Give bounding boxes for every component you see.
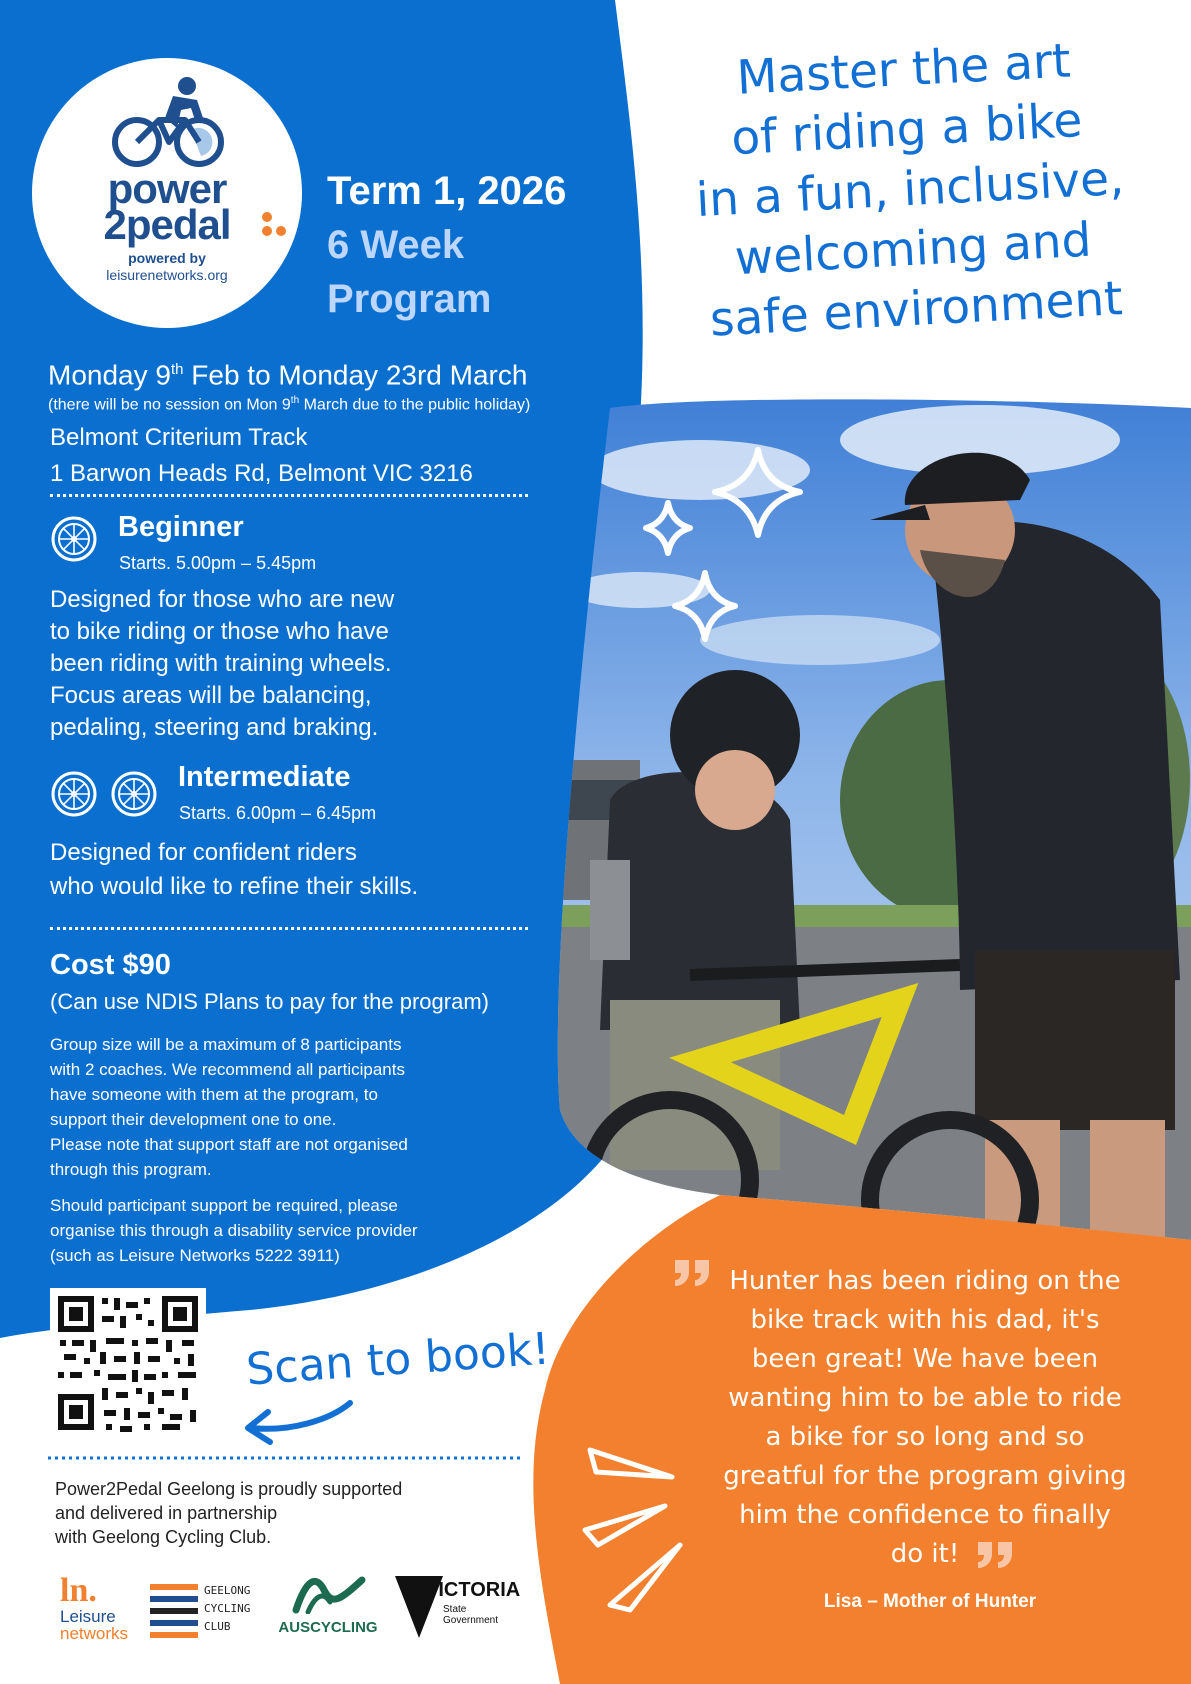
ndis-note: (Can use NDIS Plans to pay for the program) xyxy=(50,989,489,1014)
beginner-desc-line: Focus areas will be balancing, xyxy=(50,682,372,709)
divider-2 xyxy=(50,927,528,930)
term-line-3: Program xyxy=(327,277,492,321)
support-info-line: Should participant support be required, please xyxy=(50,1196,398,1215)
partnership-line: with Geelong Cycling Club. xyxy=(55,1527,272,1547)
headline-line-4: welcoming and xyxy=(733,212,1093,287)
note-sup: th xyxy=(290,395,300,406)
group-info xyxy=(50,1032,408,1182)
beginner-description xyxy=(50,584,394,744)
quote-line: Hunter has been riding on the xyxy=(729,1266,1121,1296)
ln-line-1: Leisure xyxy=(60,1607,116,1626)
quote-line: bike track with his dad, it's xyxy=(750,1305,1100,1335)
photo xyxy=(540,395,1191,1280)
quote-line: wanting him to be able to ride xyxy=(728,1383,1122,1413)
auscycling-mark-icon xyxy=(278,1570,378,1614)
location-line-1: Belmont Criterium Track xyxy=(50,424,308,451)
cyclist-icon xyxy=(107,72,227,172)
intermediate-desc-line: Designed for confident riders xyxy=(50,839,357,866)
wheel-icon xyxy=(110,770,158,818)
beginner-title: Beginner xyxy=(118,511,244,543)
group-info-line: through this program. xyxy=(50,1160,212,1179)
intermediate-description xyxy=(50,836,418,904)
group-info-line: Group size will be a maximum of 8 participants xyxy=(50,1035,402,1054)
power2pedal-logo xyxy=(32,58,302,328)
beginner-desc-line: to bike riding or those who have xyxy=(50,618,389,645)
leisure-networks-logo xyxy=(60,1574,150,1644)
quote-line: him the confidence to finally xyxy=(739,1500,1111,1530)
partnership-text xyxy=(55,1477,515,1549)
gcc-line-1: GEELONG xyxy=(204,1584,251,1597)
program-dates xyxy=(48,352,527,393)
quote-line: been great! We have been xyxy=(751,1344,1099,1374)
victoria-government-logo xyxy=(395,1576,521,1640)
intermediate-title: Intermediate xyxy=(178,761,351,793)
auscycling-text: AUSCYCLING xyxy=(278,1619,378,1636)
logo-word-2pedal: 2pedal xyxy=(103,201,231,248)
group-info-line: Please note that support staff are not organised xyxy=(50,1135,408,1154)
partnership-line: Power2Pedal Geelong is proudly supported xyxy=(55,1479,403,1499)
headline-line-5: safe environment xyxy=(708,271,1124,348)
cost-title: Cost $90 xyxy=(50,949,171,981)
quote-author: Lisa – Mother of Hunter xyxy=(823,1591,1037,1612)
beginner-desc-line: pedaling, steering and braking. xyxy=(50,714,379,741)
quote-line: a bike for so long and so xyxy=(765,1422,1085,1452)
headline xyxy=(643,27,1178,354)
beginner-time: Starts. 5.00pm – 5.45pm xyxy=(119,553,317,573)
logo-website: leisurenetworks.org xyxy=(106,267,228,283)
beginner-desc-line: Designed for those who are new xyxy=(50,586,395,613)
quote-line: do it! xyxy=(890,1539,960,1569)
group-info-line: support their development one to one. xyxy=(50,1110,337,1129)
holiday-note xyxy=(48,391,530,415)
dates-sup: th xyxy=(170,361,184,378)
geelong-cycling-club-logo xyxy=(150,1582,260,1638)
location-line-2: 1 Barwon Heads Rd, Belmont VIC 3216 xyxy=(50,460,473,487)
note-start: (there will be no session on Mon 9 xyxy=(48,396,291,414)
victoria-sub-1: State xyxy=(443,1604,467,1615)
headline-line-3: in a fun, inclusive, xyxy=(694,150,1126,229)
intermediate-desc-line: who would like to refine their skills. xyxy=(50,873,419,900)
beginner-desc-line: been riding with training wheels. xyxy=(50,650,392,677)
partnership-line: and delivered in partnership xyxy=(55,1503,278,1523)
victoria-sub-2: Government xyxy=(443,1615,499,1626)
group-info-line: have someone with them at the program, to xyxy=(50,1085,378,1104)
dates-range: Feb to Monday 23rd March xyxy=(183,359,528,391)
headline-line-2: of riding a bike xyxy=(730,92,1084,167)
wheel-icon xyxy=(50,770,98,818)
support-info xyxy=(50,1193,418,1268)
term-line-2: 6 Week xyxy=(327,223,465,267)
headline-line-1: Master the art xyxy=(735,33,1072,106)
gcc-line-3: CLUB xyxy=(204,1620,231,1633)
testimonial-quote xyxy=(700,1262,1150,1574)
logo-word-power: power xyxy=(107,165,227,212)
ln-line-2: networks xyxy=(60,1624,129,1643)
support-info-line: (such as Leisure Networks 5222 3911) xyxy=(50,1246,340,1265)
scan-to-book[interactable]: Scan to book! xyxy=(244,1323,552,1396)
location xyxy=(50,420,473,492)
group-info-line: with 2 coaches. We recommend all participants xyxy=(50,1060,405,1079)
dates-start: Monday 9 xyxy=(48,359,171,391)
term-line-1: Term 1, 2026 xyxy=(327,169,567,213)
note-end: March due to the public holiday) xyxy=(299,396,531,414)
victoria-sub xyxy=(443,1604,498,1626)
wheel-icon xyxy=(50,515,98,563)
logo-dots-icon xyxy=(260,210,290,240)
victoria-text: VICTORIA xyxy=(425,1579,521,1601)
gcc-line-2: CYCLING xyxy=(204,1602,251,1615)
quote-line: greatful for the program giving xyxy=(723,1461,1127,1491)
logo-powered-by: powered by xyxy=(128,250,206,266)
divider-1 xyxy=(50,494,528,497)
term-heading xyxy=(327,164,566,326)
ln-mark: ln. xyxy=(60,1572,97,1609)
support-info-line: organise this through a disability service provider xyxy=(50,1221,418,1240)
auscycling-logo xyxy=(278,1570,378,1640)
gcc-text xyxy=(204,1582,250,1636)
intermediate-time: Starts. 6.00pm – 6.45pm xyxy=(179,803,377,823)
qr-code[interactable] xyxy=(50,1288,206,1438)
